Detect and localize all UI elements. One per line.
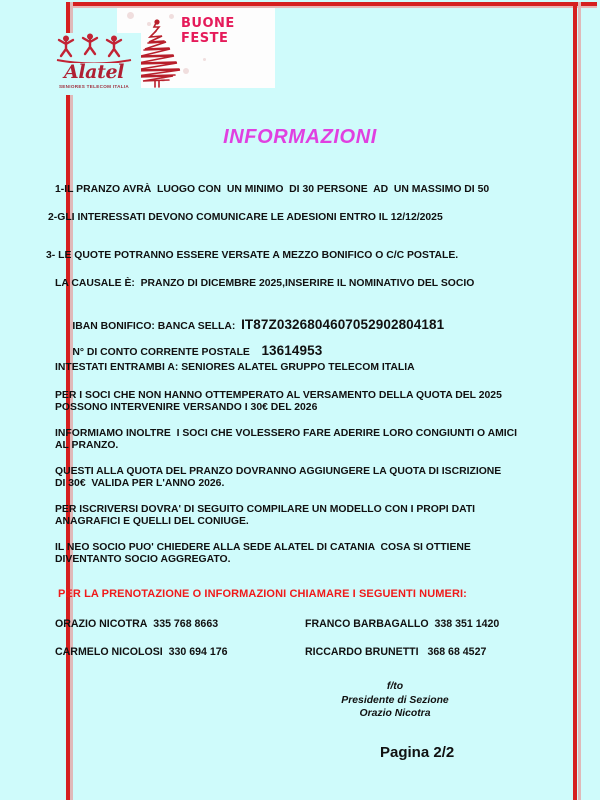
alatel-tagline: SENIORES TELECOM ITALIA (58, 84, 130, 89)
info-item-3: 3- LE QUOTE POTRANNO ESSERE VERSATE A MEZZO BONIFICO O C/C POSTALE. (46, 250, 459, 261)
postal-account-label: N° DI CONTO CORRENTE POSTALE (72, 347, 250, 358)
paragraph-neosocio-line-1: IL NEO SOCIO PUO' CHIEDERE ALLA SEDE ALATEL DI CATANIA COSA SI OTTIENE (55, 542, 471, 553)
alatel-logo (47, 33, 141, 95)
contact-name: RICCARDO BRUNETTI (305, 646, 419, 658)
contact-entry-3 (55, 646, 228, 658)
account-holders: INTESTATI ENTRAMBI A: SENIORES ALATEL GRUPPO TELECOM ITALIA (55, 362, 415, 373)
signature-name: Orazio Nicotra (359, 708, 431, 719)
contact-name: FRANCO BARBAGALLO (305, 618, 429, 630)
buone-feste-greeting (181, 16, 267, 46)
frame-right-rule-shadow (578, 2, 581, 800)
frame-right-rule (573, 2, 577, 800)
alatel-people-icon (55, 33, 133, 63)
contact-name: ORAZIO NICOTRA (55, 618, 148, 630)
signature-fto: f/to (386, 681, 404, 692)
contact-phone: 368 68 4527 (427, 646, 487, 658)
info-item-2: 2-GLI INTERESSATI DEVONO COMUNICARE LE ADESIONI ENTRO IL 12/12/2025 (48, 212, 443, 223)
paragraph-questi-line-1: QUESTI ALLA QUOTA DEL PRANZO DOVRANNO AGGIUNGERE LA QUOTA DI ISCRIZIONE (55, 466, 502, 477)
iban-value: IT87Z0326804607052902804181 (241, 317, 445, 332)
alatel-wordmark: Alatel (64, 61, 124, 83)
contact-phone: 330 694 176 (168, 646, 228, 658)
document-header (0, 0, 600, 105)
contact-entry-1 (55, 618, 218, 630)
greeting-line-2: FESTE (181, 31, 229, 46)
paragraph-soci-line-1: PER I SOCI CHE NON HANNO OTTEMPERATO AL VERSAMENTO DELLA QUOTA DEL 2025 (55, 390, 502, 401)
paragraph-neosocio-line-2: DIVENTANTO SOCIO AGGREGATO. (55, 554, 231, 565)
postal-account-value: 13614953 (261, 343, 323, 358)
paragraph-iscriversi-line-2: ANAGRAFICI E QUELLI DEL CONIUGE. (55, 516, 249, 527)
paragraph-iscriversi-line-1: PER ISCRIVERSI DOVRA' DI SEGUITO COMPILARE UN MODELLO CON I PROPI DATI (55, 504, 476, 515)
page-number: Pagina 2/2 (380, 744, 455, 761)
contact-phone: 335 768 8663 (153, 618, 219, 630)
contact-entry-4 (305, 646, 486, 658)
greeting-line-1: BUONE (181, 16, 235, 31)
payment-causale: LA CAUSALE È: PRANZO DI DICEMBRE 2025,INSERIRE IL NOMINATIVO DEL SOCIO (55, 278, 475, 289)
paragraph-informiamo-line-1: INFORMIAMO INOLTRE I SOCI CHE VOLESSERO FARE ADERIRE LORO CONGIUNTI O AMICI (55, 428, 518, 439)
page-title: INFORMAZIONI (223, 126, 377, 148)
contact-entry-2 (305, 618, 499, 630)
paragraph-informiamo-line-2: AL PRANZO. (55, 440, 119, 451)
paragraph-questi-line-2: DI 30€ VALIDA PER L'ANNO 2026. (55, 478, 225, 489)
contacts-heading: PER LA PRENOTAZIONE O INFORMAZIONI CHIAMARE I SEGUENTI NUMERI: (58, 588, 467, 600)
iban-label: IBAN BONIFICO: BANCA SELLA: (72, 321, 236, 332)
paragraph-soci-line-2: POSSONO INTERVENIRE VERSANDO I 30€ DEL 2026 (55, 402, 318, 413)
signature-role: Presidente di Sezione (341, 694, 449, 706)
contact-phone: 338 351 1420 (434, 618, 500, 630)
signature-block (280, 680, 510, 721)
info-item-1: 1-IL PRANZO AVRÀ LUOGO CON UN MINIMO DI 30 PERSONE AD UN MASSIMO DI 50 (55, 184, 490, 195)
contact-name: CARMELO NICOLOSI (55, 646, 163, 658)
